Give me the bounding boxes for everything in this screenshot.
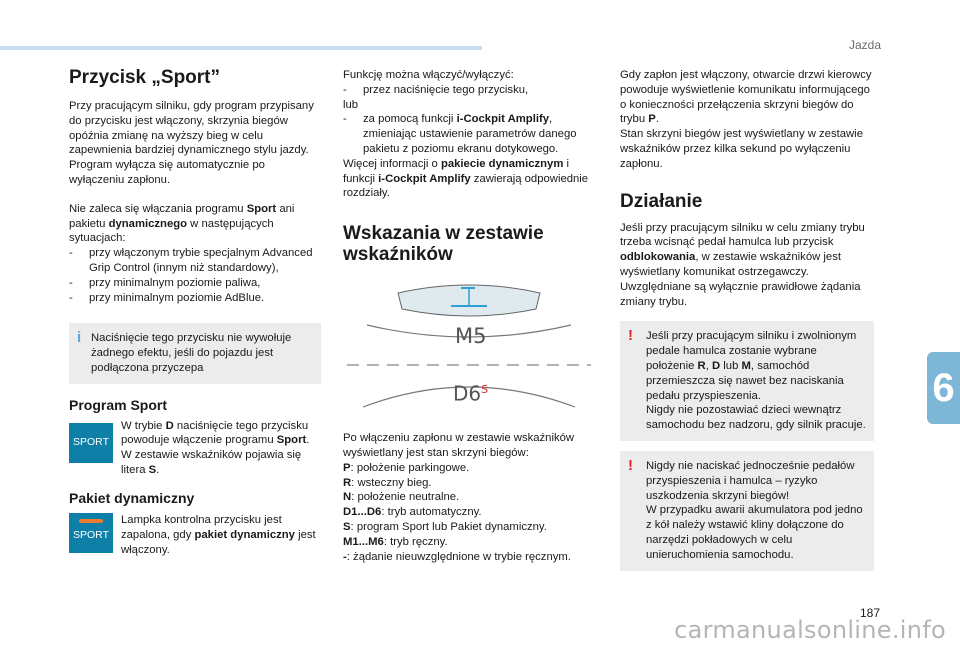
watermark: carmanualsonline.info [674,616,946,644]
situations-list [69,246,321,305]
program-sport-block: SPORT W trybie D naciśnięcie tego przycisku powoduje włączenie programu Sport. W zestawie wskaźników pojawia się litera S. [69,419,321,479]
program-sport-title: Program Sport [69,396,168,413]
column-3 [620,68,874,571]
sport-button-title: Przycisk „Sport” [69,67,220,88]
operation-title: Działanie [620,190,703,212]
page-number: 187 [859,606,880,620]
toggle-list-2 [343,112,595,156]
dynamic-pack-title: Pakiet dynamiczny [69,489,195,506]
warning-note-1: ! Jeśli przy pracującym silniku i zwolnionym pedale hamulca zostanie wybrane położenie R, D lub M, samochód przemieszcza się nawet bez naciskania pedału przyspieszenia. Nigdy nie pozostawiać dzieci wewnątrz samochodu bez nadzoru, gdy silnik pracuje. [620,321,874,441]
door-open-text: Gdy zapłon jest włączony, otwarcie drzwi kierowcy powoduje wyświetlenie komunikatu informującego o konieczności przełączenia skrzyni biegów do trybu P. [620,69,872,126]
list-item: - przy włączonym trybie specjalnym Advanced Grip Control (innym niż standardowy), [69,246,321,276]
sport-button-lit-icon: SPORT [69,513,113,553]
orange-lamp-icon [79,519,103,523]
operation-paragraph: Jeśli przy pracującym silniku w celu zmiany trybu trzeba wcisnąć pedał hamulca lub przycisk odblokowania, w zestawie wskaźników jest wyświetlany komunikat ostrzegawczy. [620,221,865,278]
gear-display-illustration [343,279,595,419]
display-section-title: Wskazania w zestawie wskaźników [343,223,544,266]
warning-icon: ! [628,327,633,345]
list-item: - za pomocą funkcji i-Cockpit Amplify, zmieniając ustawienie parametrów danego pakietu z poziomu ekranu dotykowego. [343,112,595,156]
top-accent-bar [0,46,482,50]
sport-button-icon: SPORT [69,423,113,463]
display-d6s: $D6^S$ [453,381,489,406]
display-m5: M5 [455,324,487,349]
state-row: P: położenie parkingowe. [343,461,470,474]
toggle-intro: Funkcję można włączyć/wyłączyć: [343,69,514,81]
list-item: - przy minimalnym poziomie AdBlue. [69,291,321,306]
not-recommended-paragraph: Nie zaleca się włączania programu Sport ani pakietu dynamicznego w następujących sytuacjach: [69,202,295,245]
toggle-list-1 [343,83,595,98]
sport-intro-paragraph: Przy pracującym silniku, gdy program przypisany do przycisku jest włączony, skrzynia biegów opóźnia zmianę na wyższy bieg w celu zapewnienia bardziej dynamicznego stylu jazdy. Program wyłącza się automatycznie po wyłączeniu zapłonu. [69,100,314,186]
section-header: Jazda [848,38,881,52]
warning-icon: ! [628,456,633,474]
column-1 [69,66,321,559]
state-row: R: wsteczny bieg. [343,476,432,489]
or-text: lub [343,98,359,111]
chapter-tab: 6 [927,352,960,424]
dynamic-pack-block: SPORT Lampka kontrolna przycisku jest zapalona, gdy pakiet dynamiczny jest włączony. [69,513,321,559]
valid-requests-text: Uwzględniane są wyłącznie prawidłowe żądania zmiany trybu. [620,280,861,308]
gear-states-list [343,461,595,565]
list-item: - przy minimalnym poziomie paliwa, [69,276,321,291]
list-item: - przez naciśnięcie tego przycisku, [343,83,595,98]
display-duration-text: Stan skrzyni biegów jest wyświetlany w zestawie wskaźników przez kilka sekund po wyłączeniu zapłonu. [620,128,863,170]
info-note: i Naciśnięcie tego przycisku nie wywołuje żadnego efektu, jeśli do pojazdu jest podłączona przyczepa [69,323,321,383]
column-2 [343,68,595,564]
info-icon: i [77,329,82,347]
warning-note-2: ! Nigdy nie naciskać jednocześnie pedałów przyspieszenia i hamulca – ryzyko uszkodzenia skrzyni biegów! W przypadku awarii akumulatora pod jedno z kół należy wstawić kliny dołączone do narzędzi pokładowych w celu unieruchomienia samochodu. [620,451,874,571]
state-row: -: żądanie nieuwzględnione w trybie ręcznym. [343,550,571,563]
state-row: S: program Sport lub Pakiet dynamiczny. [343,520,547,533]
state-row: N: położenie neutralne. [343,491,460,504]
state-row: M1...M6: tryb ręczny. [343,535,448,548]
state-row: D1...D6: tryb automatyczny. [343,506,482,519]
after-ignition-text: Po włączeniu zapłonu w zestawie wskaźników wyświetlany jest stan skrzyni biegów: [343,432,575,459]
more-info-text: Więcej informacji o pakiecie dynamicznym i funkcji i-Cockpit Amplify zawierają odpowiednie rozdziały. [343,157,589,200]
